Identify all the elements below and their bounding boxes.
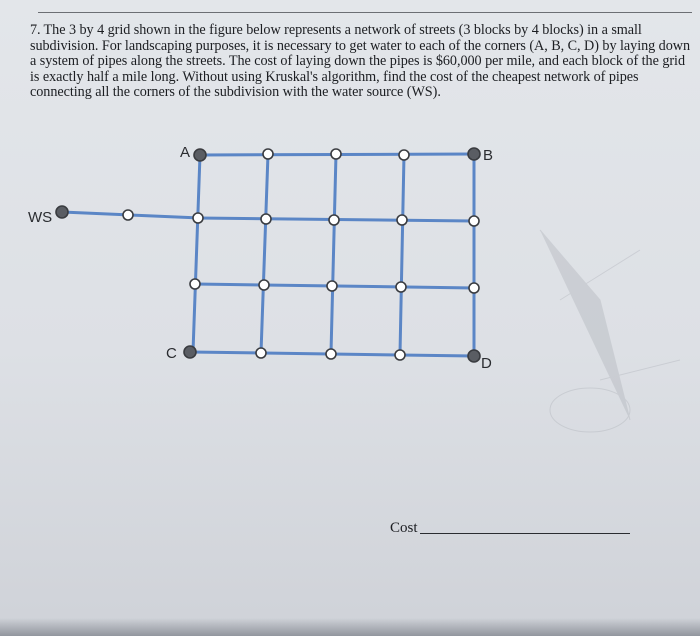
street-lines: [62, 154, 474, 356]
problem-text: The 3 by 4 grid shown in the figure below represents a network of streets (3 blocks by 4 blocks) in a small subdivision. For landscaping purposes, it is necessary to get water to each of the corners (A, B, C, D) by laying down a system of pipes along the streets. The cost of laying down the pipes is $60,000 per mile, and each block of the grid is exactly half a mile long. Without using Kruskal's algorithm, find the cost of the cheapest network of pipes connecting all the corners of the subdivision with the water source (WS).: [30, 22, 690, 101]
node: [259, 280, 269, 290]
node-corner-b: [468, 148, 480, 160]
street-vertical-4: [400, 155, 404, 354]
node: [396, 282, 406, 292]
node: [190, 279, 200, 289]
node: [397, 215, 407, 225]
cost-answer-field: [390, 520, 630, 537]
node: [261, 214, 271, 224]
node: [399, 150, 409, 160]
corner-label-d: D: [481, 355, 492, 372]
node: [469, 216, 479, 226]
corner-label-b: B: [483, 147, 494, 164]
corner-label-a: A: [180, 144, 191, 161]
node: [256, 348, 266, 358]
cost-label: Cost: [390, 520, 418, 536]
water-source-label: WS: [28, 209, 53, 226]
node: [326, 349, 336, 359]
node-pipe-midpoint: [123, 210, 133, 220]
node: [329, 215, 339, 225]
node-corner-c: [184, 346, 196, 358]
street-vertical-2: [261, 154, 268, 353]
street-vertical-1: [193, 155, 200, 352]
node: [327, 281, 337, 291]
corner-label-c: C: [166, 345, 177, 362]
node: [263, 149, 273, 159]
node: [395, 350, 405, 360]
problem-number: 7.: [30, 22, 41, 38]
node: [469, 283, 479, 293]
node-water-source: [56, 206, 68, 218]
page-bottom-shadow: [0, 618, 700, 636]
node: [193, 213, 203, 223]
node-corner-d: [468, 350, 480, 362]
bleed-through-marks: [540, 230, 680, 432]
cost-answer-blank[interactable]: [420, 533, 630, 534]
node-corner-a: [194, 149, 206, 161]
street-vertical-3: [331, 154, 336, 353]
node: [331, 149, 341, 159]
